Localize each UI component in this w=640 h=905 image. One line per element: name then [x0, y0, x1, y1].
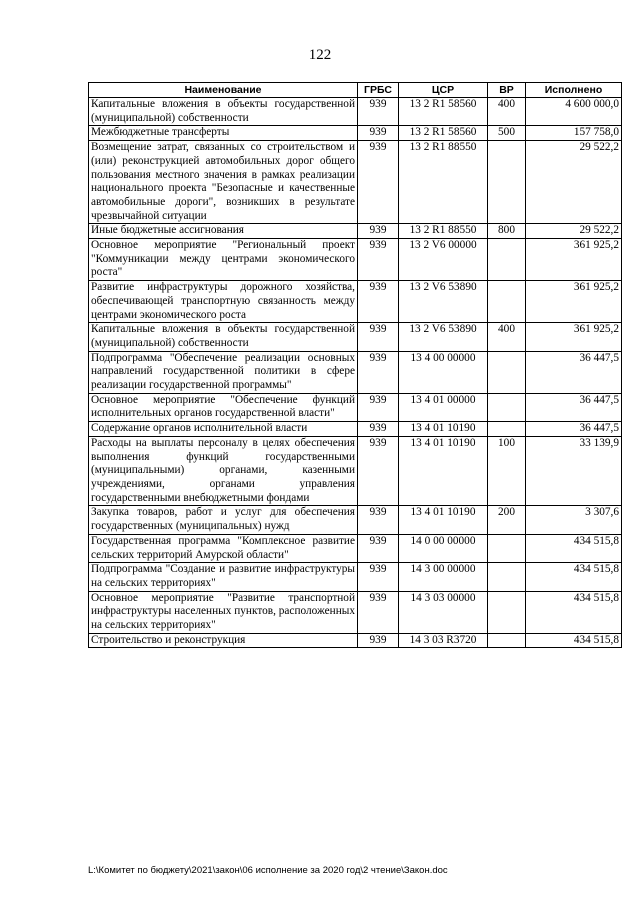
row-name-cell: Иные бюджетные ассигнования: [89, 224, 358, 239]
row-name-cell: Капитальные вложения в объекты государственной (муниципальной) собственности: [89, 323, 358, 351]
row-grbs-cell: 939: [358, 126, 399, 141]
row-csr-cell: 13 4 01 00000: [399, 393, 488, 421]
row-executed-cell: 434 515,8: [526, 633, 622, 648]
row-name-cell: Основное мероприятие "Региональный проект "Коммуникации между центрами экономического роста": [89, 239, 358, 281]
row-csr-cell: 13 2 V6 53890: [399, 281, 488, 323]
row-vr-cell: [488, 281, 526, 323]
row-csr-cell: 14 3 03 R3720: [399, 633, 488, 648]
row-grbs-cell: 939: [358, 393, 399, 421]
table-row: [89, 506, 622, 534]
row-csr-cell: 13 2 V6 53890: [399, 323, 488, 351]
row-grbs-cell: 939: [358, 422, 399, 437]
row-name-cell: Основное мероприятие "Развитие транспортной инфраструктуры населенных пунктов, расположенных на сельских территориях": [89, 591, 358, 633]
row-csr-cell: 14 0 00 00000: [399, 534, 488, 562]
table-row: [89, 633, 622, 648]
row-vr-cell: 200: [488, 506, 526, 534]
row-csr-cell: 14 3 00 00000: [399, 563, 488, 591]
row-name-cell: Основное мероприятие "Обеспечение функций исполнительных органов государственной власти": [89, 393, 358, 421]
row-vr-cell: [488, 141, 526, 224]
row-grbs-cell: 939: [358, 591, 399, 633]
row-grbs-cell: 939: [358, 563, 399, 591]
budget-execution-table: [88, 82, 622, 648]
row-grbs-cell: 939: [358, 239, 399, 281]
row-vr-cell: [488, 422, 526, 437]
table-row: [89, 563, 622, 591]
row-vr-cell: 400: [488, 98, 526, 126]
row-executed-cell: 434 515,8: [526, 534, 622, 562]
row-grbs-cell: 939: [358, 141, 399, 224]
row-vr-cell: [488, 239, 526, 281]
row-executed-cell: 36 447,5: [526, 351, 622, 393]
row-name-cell: Капитальные вложения в объекты государственной (муниципальной) собственности: [89, 98, 358, 126]
footer-file-path: L:\Комитет по бюджету\2021\закон\06 исполнение за 2020 год\2 чтение\Закон.doc: [88, 865, 448, 876]
row-csr-cell: 13 4 00 00000: [399, 351, 488, 393]
row-grbs-cell: 939: [358, 633, 399, 648]
row-vr-cell: [488, 534, 526, 562]
row-csr-cell: 14 3 03 00000: [399, 591, 488, 633]
row-grbs-cell: 939: [358, 351, 399, 393]
row-grbs-cell: 939: [358, 323, 399, 351]
row-grbs-cell: 939: [358, 436, 399, 506]
row-csr-cell: 13 4 01 10190: [399, 506, 488, 534]
row-executed-cell: 36 447,5: [526, 422, 622, 437]
row-vr-cell: [488, 563, 526, 591]
row-grbs-cell: 939: [358, 98, 399, 126]
row-executed-cell: 434 515,8: [526, 591, 622, 633]
table-row: [89, 393, 622, 421]
page-number: 122: [308, 47, 332, 63]
row-executed-cell: 3 307,6: [526, 506, 622, 534]
table-row: [89, 351, 622, 393]
row-name-cell: Расходы на выплаты персоналу в целях обеспечения выполнения функций государственными (муниципальными) органами, казенными учреждениями, органами управления государственными внебюджетными фондами: [89, 436, 358, 506]
header-csr: ЦСР: [399, 83, 488, 98]
row-csr-cell: 13 2 R1 88550: [399, 141, 488, 224]
table-row: [89, 224, 622, 239]
row-name-cell: Подпрограмма "Обеспечение реализации основных направлений государственной политики в сфере реализации государственной программы": [89, 351, 358, 393]
row-vr-cell: [488, 633, 526, 648]
row-vr-cell: [488, 351, 526, 393]
row-executed-cell: 434 515,8: [526, 563, 622, 591]
row-name-cell: Подпрограмма "Создание и развитие инфраструктуры на сельских территориях": [89, 563, 358, 591]
row-name-cell: Возмещение затрат, связанных со строительством и (или) реконструкцией автомобильных дорог общего пользования местного значения в рамках реализации национального проекта "Безопасные и качественные автомобильные дороги", возникших в результате чрезвычайной ситуации: [89, 141, 358, 224]
row-executed-cell: 361 925,2: [526, 281, 622, 323]
row-csr-cell: 13 2 R1 58560: [399, 98, 488, 126]
row-executed-cell: 361 925,2: [526, 323, 622, 351]
table-row: [89, 239, 622, 281]
row-executed-cell: 36 447,5: [526, 393, 622, 421]
row-name-cell: Государственная программа "Комплексное развитие сельских территорий Амурской области": [89, 534, 358, 562]
row-csr-cell: 13 4 01 10190: [399, 436, 488, 506]
row-name-cell: Развитие инфраструктуры дорожного хозяйства, обеспечивающей транспортную связанность между центрами экономического роста: [89, 281, 358, 323]
header-executed: Исполнено: [526, 83, 622, 98]
row-name-cell: Строительство и реконструкция: [89, 633, 358, 648]
table-row: [89, 422, 622, 437]
table-row: [89, 534, 622, 562]
row-name-cell: Содержание органов исполнительной власти: [89, 422, 358, 437]
row-grbs-cell: 939: [358, 281, 399, 323]
row-grbs-cell: 939: [358, 506, 399, 534]
row-name-cell: Закупка товаров, работ и услуг для обеспечения государственных (муниципальных) нужд: [89, 506, 358, 534]
row-vr-cell: 800: [488, 224, 526, 239]
header-grbs: ГРБС: [358, 83, 399, 98]
row-executed-cell: 33 139,9: [526, 436, 622, 506]
table-row: [89, 141, 622, 224]
row-vr-cell: [488, 393, 526, 421]
table-row: [89, 126, 622, 141]
row-csr-cell: 13 2 V6 00000: [399, 239, 488, 281]
row-executed-cell: 4 600 000,0: [526, 98, 622, 126]
table-row: [89, 98, 622, 126]
row-csr-cell: 13 2 R1 58560: [399, 126, 488, 141]
row-csr-cell: 13 4 01 10190: [399, 422, 488, 437]
header-name: Наименование: [89, 83, 358, 98]
row-vr-cell: 500: [488, 126, 526, 141]
table-body: [89, 98, 622, 648]
row-vr-cell: 400: [488, 323, 526, 351]
row-grbs-cell: 939: [358, 534, 399, 562]
table-row: [89, 323, 622, 351]
table-row: [89, 436, 622, 506]
row-executed-cell: 361 925,2: [526, 239, 622, 281]
row-executed-cell: 29 522,2: [526, 224, 622, 239]
table-row: [89, 591, 622, 633]
row-vr-cell: 100: [488, 436, 526, 506]
row-vr-cell: [488, 591, 526, 633]
table-header-row: [89, 83, 622, 98]
row-executed-cell: 29 522,2: [526, 141, 622, 224]
row-name-cell: Межбюджетные трансферты: [89, 126, 358, 141]
row-grbs-cell: 939: [358, 224, 399, 239]
row-csr-cell: 13 2 R1 88550: [399, 224, 488, 239]
table-row: [89, 281, 622, 323]
header-vr: ВР: [488, 83, 526, 98]
row-executed-cell: 157 758,0: [526, 126, 622, 141]
